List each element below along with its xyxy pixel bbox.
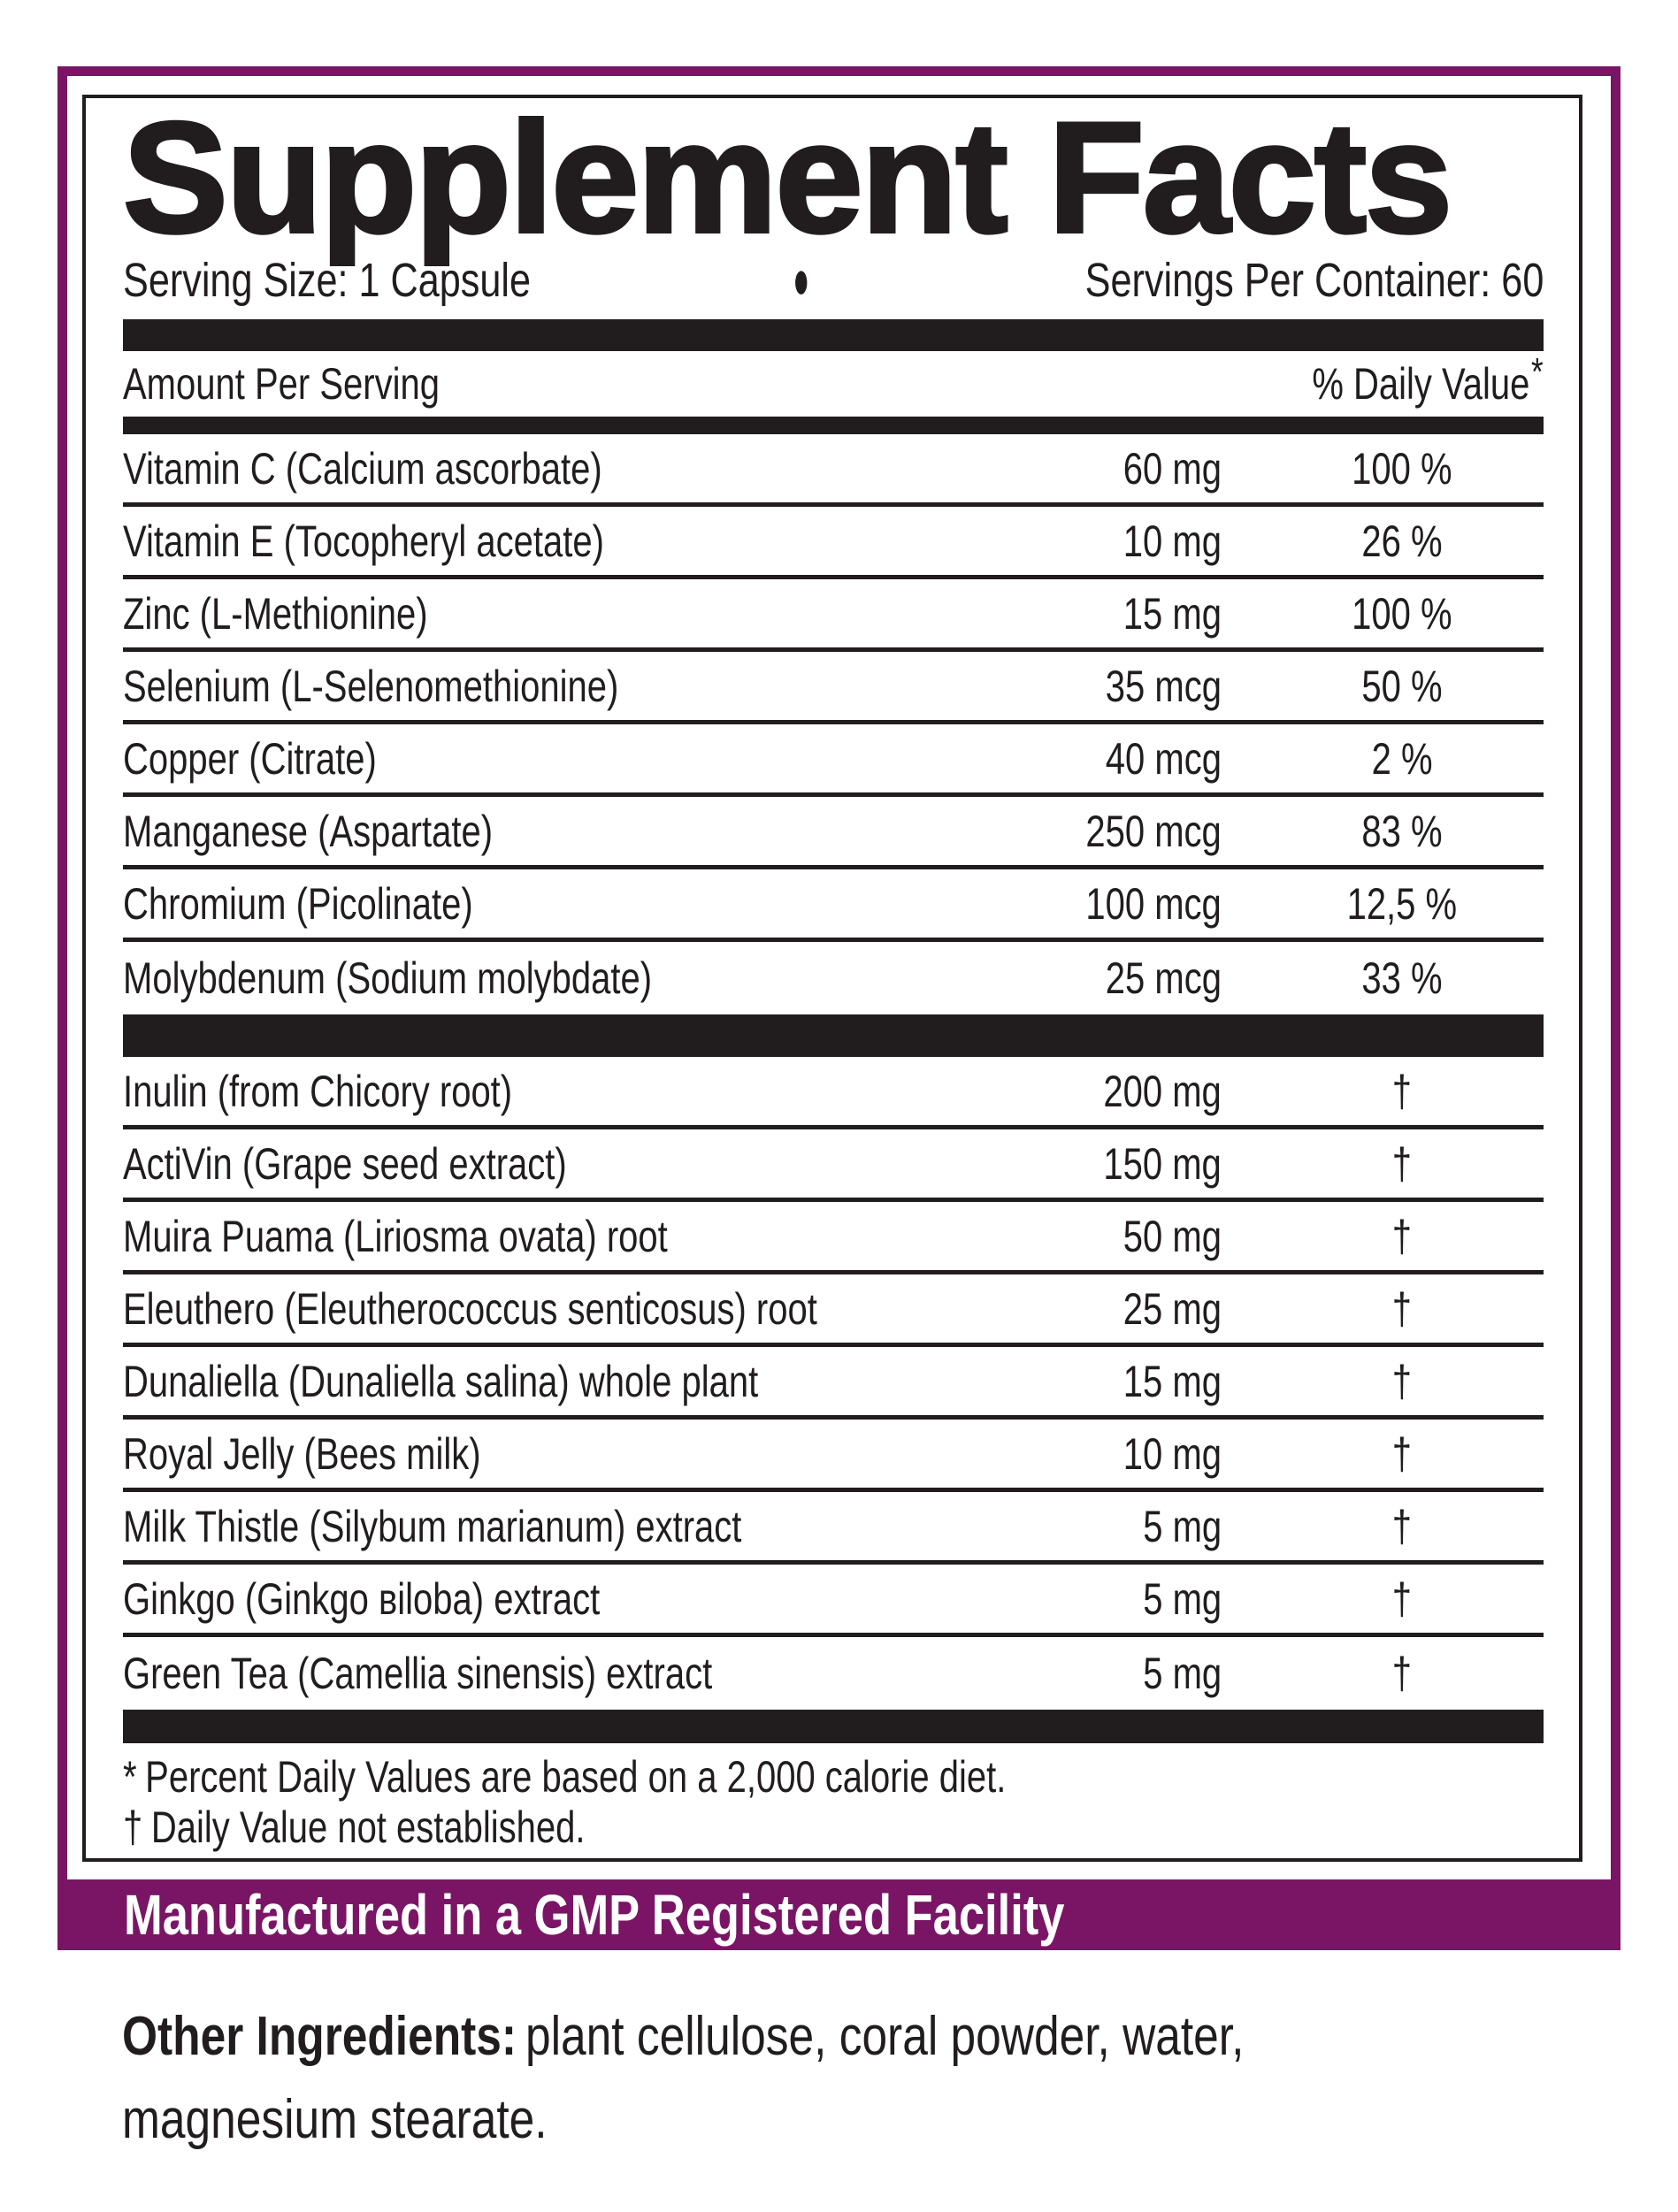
- nutrient-amount: 60 mg: [1122, 443, 1222, 494]
- nutrient-name: Molybdenum (Sodium molybdate): [123, 953, 653, 1003]
- botanical-daily-value: †: [1391, 1356, 1413, 1406]
- nutrient-amount: 15 mg: [1122, 588, 1222, 639]
- nutrient-row: [123, 869, 1544, 942]
- nutrient-name: Chromium (Picolinate): [123, 878, 473, 929]
- botanical-daily-value: †: [1391, 1649, 1413, 1698]
- nutrient-row: [123, 652, 1544, 724]
- nutrient-name: Selenium (L-Selenomethionine): [123, 661, 619, 711]
- nutrient-name: Vitamin E (Tocopheryl acetate): [123, 516, 604, 566]
- botanical-daily-value: †: [1391, 1283, 1413, 1334]
- nutrient-amount: 250 mcg: [1085, 806, 1222, 856]
- botanical-name: Ginkgo (Ginkgo вiloba) extract: [123, 1573, 601, 1624]
- nutrients-section: [123, 434, 1544, 1014]
- column-header-row: [123, 351, 1544, 417]
- botanical-amount: 10 mg: [1122, 1428, 1222, 1479]
- botanical-amount: 5 mg: [1143, 1501, 1222, 1551]
- botanical-amount: 5 mg: [1143, 1573, 1222, 1624]
- footnote-text: Percent Daily Values are based on a 2,000 calorie diet.: [145, 1752, 1007, 1802]
- supplement-facts-panel: [82, 89, 1582, 1862]
- botanical-amount: 25 mg: [1122, 1283, 1222, 1334]
- panel-title: Supplement Facts: [123, 89, 1452, 265]
- nutrient-amount: 40 mcg: [1105, 733, 1222, 784]
- botanical-amount: 200 mg: [1103, 1066, 1222, 1116]
- botanical-row: [123, 1129, 1544, 1202]
- nutrient-amount: 100 mcg: [1085, 878, 1222, 929]
- nutrient-row: [123, 507, 1544, 579]
- botanical-name: Inulin (from Chicory root): [123, 1066, 513, 1116]
- nutrient-amount: 25 mcg: [1105, 953, 1222, 1003]
- nutrient-daily-value: 12,5 %: [1346, 878, 1458, 929]
- botanical-name: Milk Thistle (Silybum marianum) extract: [123, 1501, 742, 1551]
- nutrient-name: Vitamin C (Calcium ascorbate): [123, 443, 602, 494]
- nutrient-daily-value: 33 %: [1361, 953, 1443, 1003]
- footnote-marker: †: [123, 1803, 143, 1852]
- botanical-daily-value: †: [1391, 1573, 1413, 1624]
- nutrient-name: Zinc (L-Methionine): [123, 588, 428, 639]
- nutrient-daily-value: 50 %: [1361, 661, 1443, 711]
- divider-bar-bottom: [123, 1710, 1544, 1743]
- botanicals-section: [123, 1057, 1544, 1710]
- botanical-daily-value: †: [1391, 1211, 1413, 1261]
- botanical-name: Muira Puama (Liriosma ovata) root: [123, 1211, 668, 1261]
- divider-bar-top: [123, 319, 1544, 351]
- botanical-amount: 5 mg: [1143, 1649, 1222, 1698]
- botanical-row: [123, 1637, 1544, 1710]
- nutrient-daily-value: 83 %: [1361, 806, 1443, 856]
- nutrient-daily-value: 26 %: [1361, 516, 1443, 566]
- daily-value-header-text: % Daily Value: [1312, 359, 1530, 409]
- nutrient-row: [123, 942, 1544, 1014]
- botanical-row: [123, 1202, 1544, 1274]
- daily-value-asterisk: *: [1531, 350, 1544, 394]
- botanical-row: [123, 1565, 1544, 1637]
- footnotes-section: [123, 1752, 1544, 1853]
- nutrient-amount: 10 mg: [1122, 516, 1222, 566]
- servings-per-container: Servings Per Container: 60: [1084, 254, 1544, 307]
- nutrient-name: Manganese (Aspartate): [123, 806, 494, 856]
- divider-bar-section: [123, 1014, 1544, 1057]
- botanical-name: Royal Jelly (Bees milk): [123, 1428, 481, 1479]
- botanical-amount: 150 mg: [1103, 1138, 1222, 1189]
- footnote: [123, 1752, 1544, 1803]
- other-ingredients: [122, 1995, 1444, 2162]
- other-ingredients-text: plant cellulose, coral powder, water, magnesium stearate.: [122, 2006, 1245, 2150]
- botanical-name: Eleuthero (Eleutherococcus senticosus) root: [123, 1283, 817, 1334]
- footnote-text: Daily Value not established.: [150, 1803, 586, 1852]
- gmp-banner-text: Manufactured in a GMP Registered Facility: [124, 1883, 1065, 1947]
- amount-per-serving-header: Amount Per Serving: [123, 359, 440, 409]
- nutrient-row: [123, 724, 1544, 797]
- nutrient-row: [123, 797, 1544, 869]
- botanical-name: Green Tea (Camellia sinensis) extract: [123, 1649, 713, 1698]
- botanical-row: [123, 1347, 1544, 1420]
- nutrient-amount: 35 mcg: [1105, 661, 1222, 711]
- bullet-separator-icon: ●: [793, 249, 810, 310]
- label-frame: [57, 66, 1621, 1950]
- nutrient-row: [123, 579, 1544, 652]
- nutrient-daily-value: 100 %: [1352, 588, 1452, 639]
- nutrient-row: [123, 434, 1544, 507]
- botanical-daily-value: †: [1391, 1501, 1413, 1551]
- gmp-banner: [57, 1879, 1621, 1950]
- botanical-daily-value: †: [1391, 1428, 1413, 1479]
- botanical-daily-value: †: [1391, 1138, 1413, 1189]
- botanical-row: [123, 1492, 1544, 1565]
- daily-value-header: [1312, 350, 1544, 409]
- footnote-marker: *: [123, 1752, 137, 1802]
- nutrient-name: Copper (Citrate): [123, 733, 377, 784]
- botanical-name: ActiVin (Grape seed extract): [123, 1138, 567, 1189]
- divider-bar-header: [123, 417, 1544, 434]
- botanical-daily-value: †: [1391, 1066, 1413, 1116]
- botanical-row: [123, 1274, 1544, 1347]
- botanical-amount: 15 mg: [1122, 1356, 1222, 1406]
- botanical-name: Dunaliella (Dunaliella salina) whole plant: [123, 1356, 759, 1406]
- botanical-row: [123, 1057, 1544, 1129]
- nutrient-daily-value: 100 %: [1352, 443, 1452, 494]
- botanical-row: [123, 1420, 1544, 1492]
- nutrient-daily-value: 2 %: [1371, 733, 1433, 784]
- footnote: [123, 1803, 1544, 1853]
- botanical-amount: 50 mg: [1122, 1211, 1222, 1261]
- other-ingredients-label: Other Ingredients:: [122, 2006, 517, 2067]
- serving-size: Serving Size: 1 Capsule: [123, 254, 532, 307]
